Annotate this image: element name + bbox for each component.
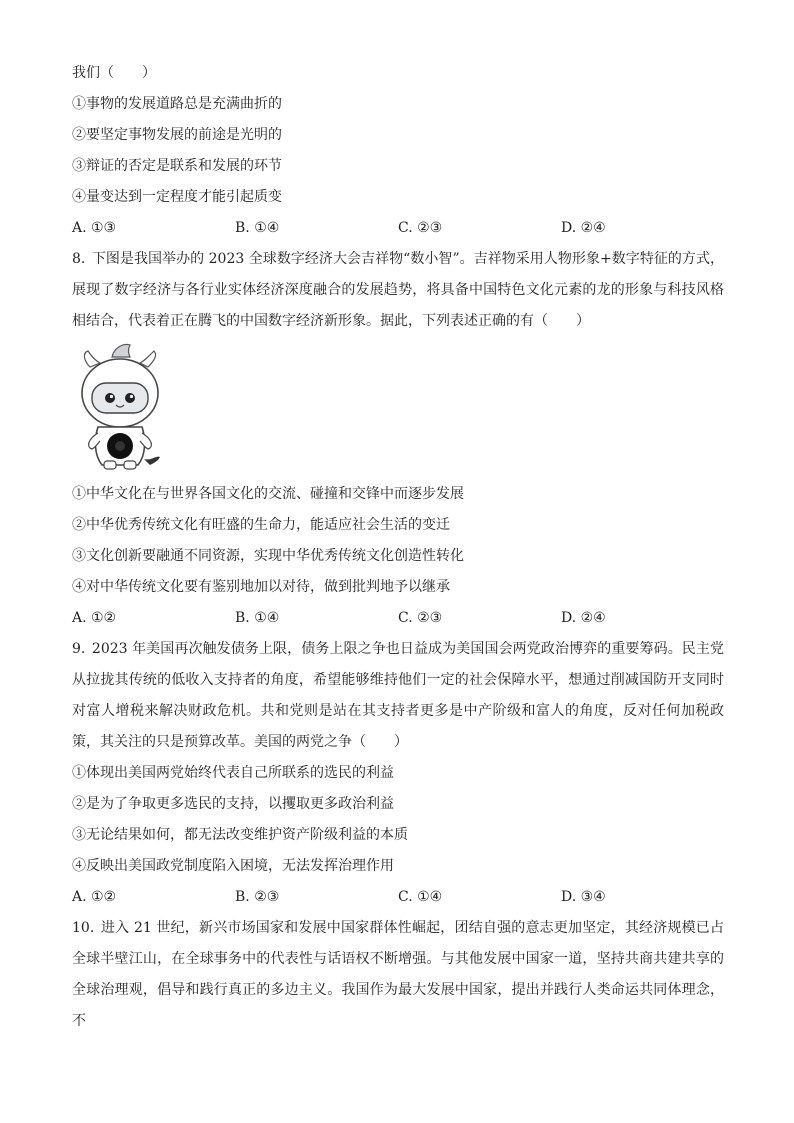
q9-option-b[interactable]: B. ②③ [235,889,280,905]
q7-item-4: ④量变达到一定程度才能引起质变 [72,189,282,205]
q8-option-a[interactable]: A. ①② [72,610,117,626]
q8-figure [72,343,724,473]
q9-stem [72,634,724,758]
q7-stem-tail: 我们（ ） [72,65,156,81]
q7-option-a[interactable]: A. ①③ [72,220,117,236]
q9-item-3: ③无论结果如何，都无法改变维护资产阶级利益的本质 [72,827,408,843]
q8-item-4: ④对中华传统文化要有鉴别地加以对待，做到批判地予以继承 [72,579,450,595]
q8-item-2: ②中华优秀传统文化有旺盛的生命力，能适应社会生活的变迁 [72,517,450,533]
q9-number: 9. [72,641,86,657]
q9-option-d[interactable]: D. ③④ [561,889,606,905]
q7-option-c[interactable]: C. ②③ [398,220,443,236]
q8-item-3: ③文化创新要融通不同资源，实现中华优秀传统文化创造性转化 [72,548,464,564]
q9-item-1: ①体现出美国两党始终代表自己所联系的选民的利益 [72,765,394,781]
q7-option-b[interactable]: B. ①④ [235,220,280,236]
q7-item-3: ③辩证的否定是联系和发展的环节 [72,158,282,174]
q7-option-d[interactable]: D. ②④ [561,220,606,236]
q10-stem [72,913,724,1037]
exam-page [72,58,724,1037]
q9-stem-text: 2023 年美国再次触发债务上限，债务上限之争也日益成为美国国会两党政治博弈的重要筹码。民主党从拉拢其传统的低收入支持者的角度，希望能够维持他们一定的社会保障水平，想通过削减国防开支同时对富人增税来解决财政危机。共和党则是站在其支持者更多是中产阶级和富人的角度，反对任何加税政策，其关注的只是预算改革。美国的两党之争（ ） [72,641,724,750]
q7-item-1: ①事物的发展道路总是充满曲折的 [72,96,282,112]
q7-item-2: ②要坚定事物发展的前途是光明的 [72,127,282,143]
q8-options [72,603,724,634]
q9-item-2: ②是为了争取更多选民的支持，以攫取更多政治利益 [72,796,394,812]
dragon-mascot-icon [72,343,168,473]
q8-item-1: ①中华文化在与世界各国文化的交流、碰撞和交锋中而逐步发展 [72,486,464,502]
q8-stem [72,244,724,337]
q9-options [72,882,724,913]
q9-option-a[interactable]: A. ①② [72,889,117,905]
q8-option-d[interactable]: D. ②④ [561,610,606,626]
q9-option-c[interactable]: C. ①④ [398,889,443,905]
q8-stem-text: 下图是我国举办的 2023 全球数字经济大会吉祥物“数小智”。吉祥物采用人物形象+数字特征的方式，展现了数字经济与各行业实体经济深度融合的发展趋势，将具备中国特色文化元素的龙的形象与科技风格相结合，代表着正在腾飞的中国数字经济新形象。据此，下列表述正确的有（ ） [72,251,725,329]
q8-option-c[interactable]: C. ②③ [398,610,443,626]
q8-option-b[interactable]: B. ①④ [235,610,280,626]
q8-number: 8. [72,251,86,267]
q7-options [72,213,724,244]
q10-stem-text: 进入 21 世纪，新兴市场国家和发展中国家群体性崛起，团结自强的意志更加坚定，其经济规模已占全球半壁江山，在全球事务中的代表性与话语权不断增强。与其他发展中国家一道，坚持共商共建共享的全球治理观，倡导和践行真正的多边主义。我国作为最大发展中国家，提出并践行人类命运共同体理念，不 [72,920,725,1029]
q10-number: 10. [72,920,95,936]
q9-item-4: ④反映出美国政党制度陷入困境，无法发挥治理作用 [72,858,394,874]
